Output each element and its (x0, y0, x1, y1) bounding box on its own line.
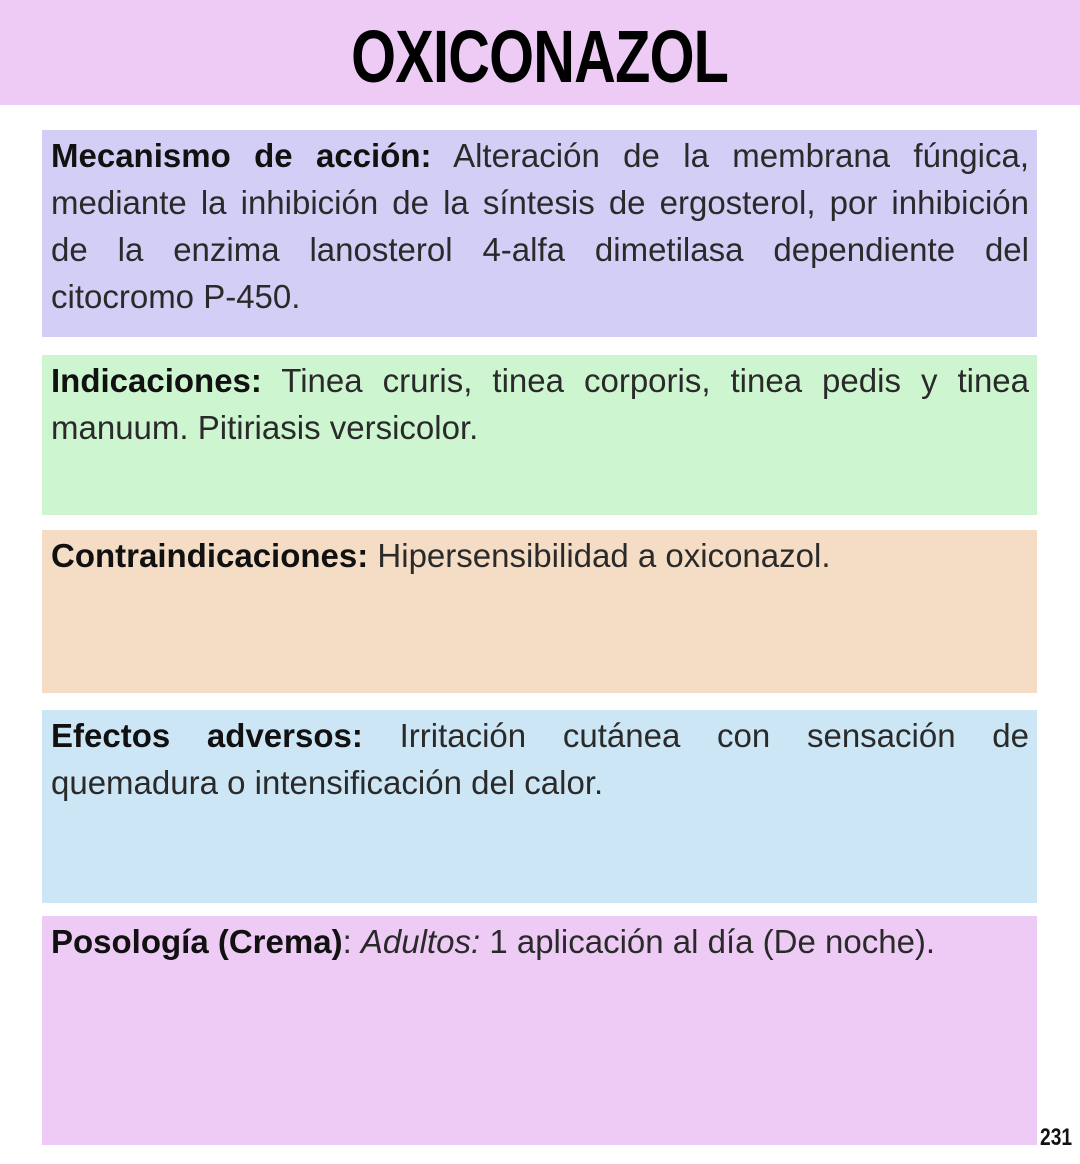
section-text: Irritación cutánea con sensación de quemadura o intensificación del calor. (51, 717, 1029, 801)
section-label: Contraindicaciones: (51, 537, 369, 574)
section-text: Tinea cruris, tinea corporis, tinea pedis y tinea manuum. Pitiriasis versicolor. (51, 362, 1029, 446)
section-indications (42, 355, 1037, 515)
section-mechanism (42, 130, 1037, 337)
section-label: Efectos adversos: (51, 717, 363, 754)
page-number: 231 (1039, 1124, 1072, 1151)
section-separator: : (342, 923, 361, 960)
drug-title: OXICONAZOL (351, 15, 729, 98)
section-text: Hipersensibilidad a oxiconazol. (368, 537, 831, 574)
section-label: Posología (Crema) (51, 923, 343, 960)
section-adverse-effects (42, 710, 1037, 903)
section-text: Alteración de la membrana fúngica, mediante la inhibición de la síntesis de ergosterol, por inhibición de la enzima lanosterol 4-alfa dimetilasa dependiente del citocromo P-450. (51, 137, 1029, 315)
page-header (0, 0, 1080, 105)
section-label: Mecanismo de acción: (51, 137, 432, 174)
section-label: Indicaciones: (51, 362, 262, 399)
section-italic-label: Adultos: (360, 923, 481, 960)
section-contraindications (42, 530, 1037, 693)
section-dosage (42, 916, 1037, 1145)
section-text: 1 aplicación al día (De noche). (480, 923, 936, 960)
